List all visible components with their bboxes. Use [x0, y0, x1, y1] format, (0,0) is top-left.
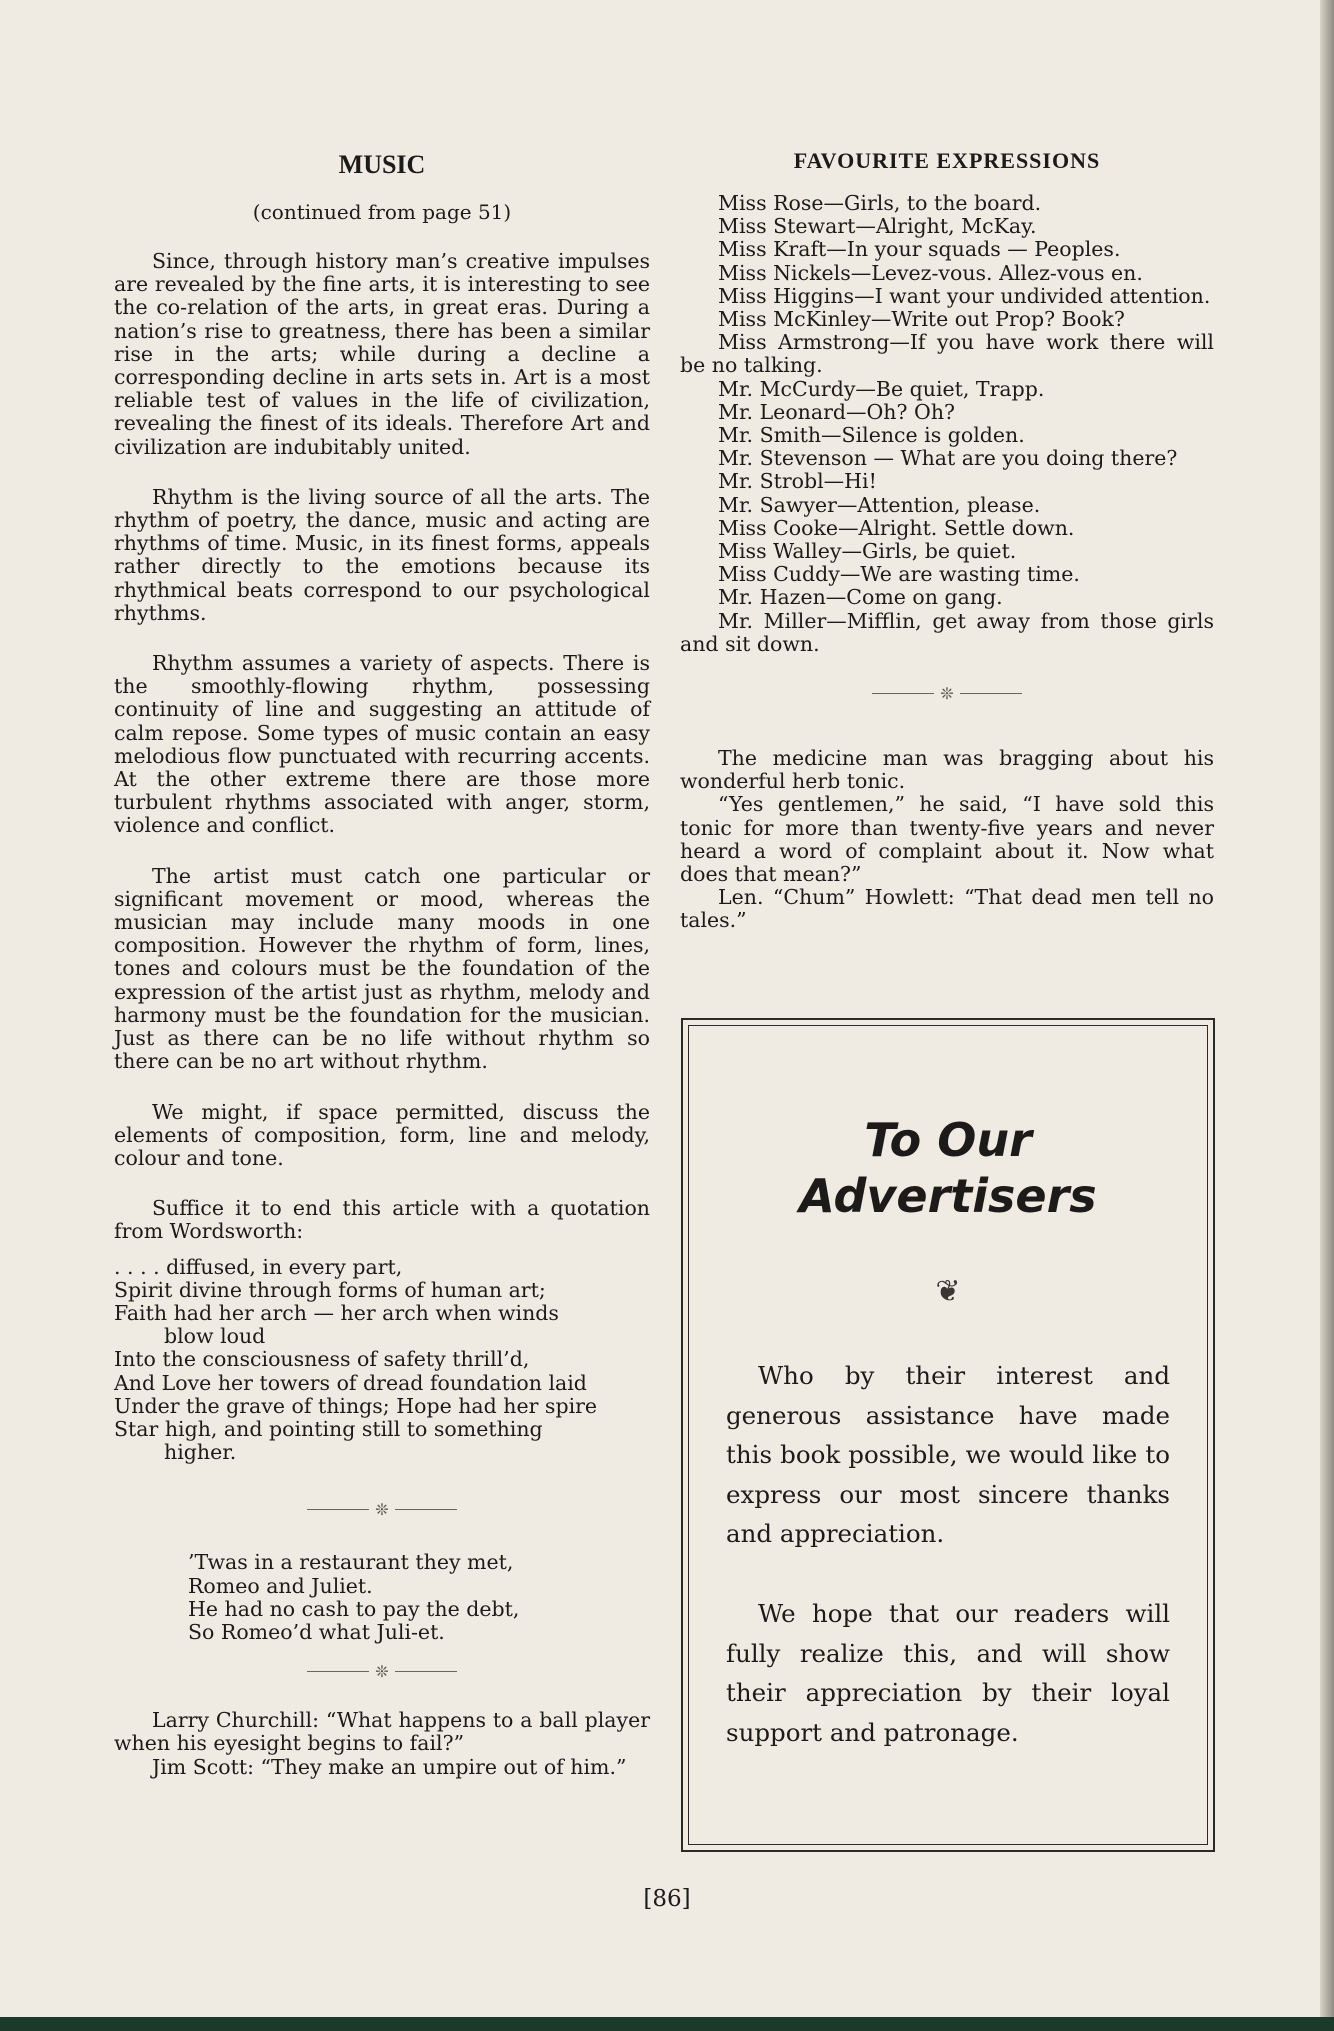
article-paragraph: Rhythm is the living source of all the arts. The rhythm of poetry, the dance, music and acting are rhythms of time. Music, in its finest forms, appeals rather directly to the emotions because its rhythmical beats correspond to our psychological rhythms.: [114, 484, 650, 625]
romeo-juliet-verse: [114, 1551, 650, 1644]
advertisers-notice-box: [681, 1018, 1215, 1852]
expression-item: Miss Armstrong—If you have work there will be no talking.: [680, 330, 1214, 378]
poem-line: higher.: [164, 1440, 237, 1465]
expression-item: Miss Walley—Girls, be quiet.: [718, 539, 1017, 564]
expression-item: Miss Kraft—In your squads — Peoples.: [718, 237, 1121, 262]
poem-line: Spirit divine through forms of human art;: [114, 1277, 546, 1302]
advertisers-text: [726, 1594, 1170, 1752]
article-paragraph: Suffice it to end this article with a quotation from Wordsworth:: [114, 1196, 650, 1244]
divider-ornament-icon: ❊: [940, 684, 954, 704]
expression-item: Miss Higgins—I want your undivided attention.: [718, 283, 1211, 308]
expression-item: Miss Cuddy—We are wasting time.: [718, 562, 1080, 587]
umpire-joke: [114, 1709, 650, 1779]
poem-line: Faith had her arch — her arch when winds: [114, 1300, 559, 1325]
expression-item: Mr. Hazen—Come on gang.: [718, 585, 1003, 610]
joke-line: Larry Churchill: “What happens to a ball player when his eyesight begins to fail?”: [114, 1708, 650, 1756]
advertisers-title-line: Advertisers: [799, 1169, 1097, 1223]
page-number: [86]: [643, 1886, 691, 1912]
verse-line: ’Twas in a restaurant they met,: [188, 1550, 514, 1575]
expression-item: Miss McKinley—Write out Prop? Book?: [718, 307, 1125, 332]
advertisers-title: [683, 1112, 1213, 1224]
expression-item: Mr. Sawyer—Attention, please.: [718, 492, 1041, 517]
expressions-list: [680, 192, 1214, 656]
poem-line: Star high, and pointing still to something: [114, 1416, 543, 1441]
expression-item: Miss Cooke—Alright. Settle down.: [718, 515, 1075, 540]
verse-line: He had no cash to pay the debt,: [188, 1596, 520, 1621]
section-divider: [114, 1662, 650, 1681]
page-bottom-edge: [0, 2017, 1334, 2031]
advertisers-paragraph: We hope that our readers will fully realize this, and will show their appreciation by their loyal support and patronage.: [726, 1599, 1170, 1747]
poem-line: And Love her towers of dread foundation laid: [114, 1370, 587, 1395]
poem-line: . . . . diffused, in every part,: [114, 1254, 403, 1279]
article-paragraph: Rhythm assumes a variety of aspects. There is the smoothly-flowing rhythm, possessing continuity of line and suggesting an attitude of calm repose. Some types of music contain an easy melodious flow punctuated with recurring accents. At the other extreme there are those more turbulent rhythms associated with anger, storm, violence and conflict.: [114, 651, 650, 838]
story-paragraph: Len. “Chum” Howlett: “That dead men tell no tales.”: [680, 885, 1214, 933]
joke-line: Jim Scott: “They make an umpire out of him.”: [152, 1754, 627, 1779]
expression-item: Mr. Stevenson — What are you doing there?: [718, 446, 1178, 471]
article-paragraph: Since, through history man’s creative impulses are revealed by the fine arts, it is interesting to see the co-relation of the arts, in great eras. During a nation’s rise to greatness, there has been a similar rise in the arts; while during a decline a corresponding decline in arts sets in. Art is a most reliable test of values in the life of civilization, revealing the finest of its ideals. Therefore Art and civilization are indubitably united.: [114, 249, 650, 459]
article-paragraph: We might, if space permitted, discuss the elements of composition, form, line and melody, colour and tone.: [114, 1099, 650, 1170]
continued-note: (continued from page 51): [252, 200, 512, 224]
story-paragraph: The medicine man was bragging about his wonderful herb tonic.: [680, 746, 1214, 794]
poem-line: Under the grave of things; Hope had her spire: [114, 1393, 598, 1418]
expression-item: Miss Rose—Girls, to the board.: [718, 191, 1042, 215]
expression-item: Mr. Leonard—Oh? Oh?: [718, 399, 956, 424]
expression-item: Miss Stewart—Alright, McKay.: [718, 214, 1037, 239]
section-divider: [114, 1500, 650, 1519]
expression-item: Mr. McCurdy—Be quiet, Trapp.: [718, 376, 1045, 401]
section-divider: [680, 684, 1214, 703]
wordsworth-quotation: [114, 1256, 650, 1465]
divider-ornament-icon: ❊: [375, 1662, 389, 1682]
verse-line: Romeo and Juliet.: [188, 1573, 373, 1598]
expressions-column: [680, 146, 1214, 933]
page-edge-shadow: [1320, 0, 1334, 2031]
expression-item: Mr. Smith—Silence is golden.: [718, 423, 1025, 448]
expression-item: Mr. Miller—Mifflin, get away from those girls and sit down.: [680, 608, 1214, 656]
poem-line: Into the consciousness of safety thrill’d,: [114, 1347, 530, 1372]
music-heading: MUSIC: [338, 150, 426, 179]
wreath-ornament-icon: ❦: [935, 1274, 961, 1309]
expression-item: Mr. Strobl—Hi!: [718, 469, 877, 494]
expressions-heading: FAVOURITE EXPRESSIONS: [793, 148, 1101, 173]
advertisers-text: [726, 1356, 1170, 1554]
expression-item: Miss Nickels—Levez-vous. Allez-vous en.: [718, 260, 1143, 285]
advertisers-title-line: To Our: [864, 1113, 1032, 1167]
story-paragraph: “Yes gentlemen,” he said, “I have sold this tonic for more than twenty-five years and never heard a word of complaint about it. Now what does that mean?”: [680, 792, 1214, 887]
poem-line: blow loud: [164, 1324, 266, 1349]
article-paragraph: The artist must catch one particular or significant movement or mood, whereas the musician may include many moods in one composition. However the rhythm of form, lines, tones and colours must be the foundation of the expression of the artist just as rhythm, melody and harmony must be the foundation for the musician. Just as there can be no life without rhythm so there can be no art without rhythm.: [114, 863, 650, 1074]
advertisers-paragraph: Who by their interest and generous assistance have made this book possible, we would like to express our most sincere thanks and appreciation.: [726, 1361, 1170, 1548]
verse-line: So Romeo’d what Juli-et.: [188, 1619, 445, 1644]
divider-ornament-icon: ❊: [375, 1500, 389, 1520]
medicine-man-story: [680, 747, 1214, 933]
music-article-column: [114, 146, 650, 1779]
